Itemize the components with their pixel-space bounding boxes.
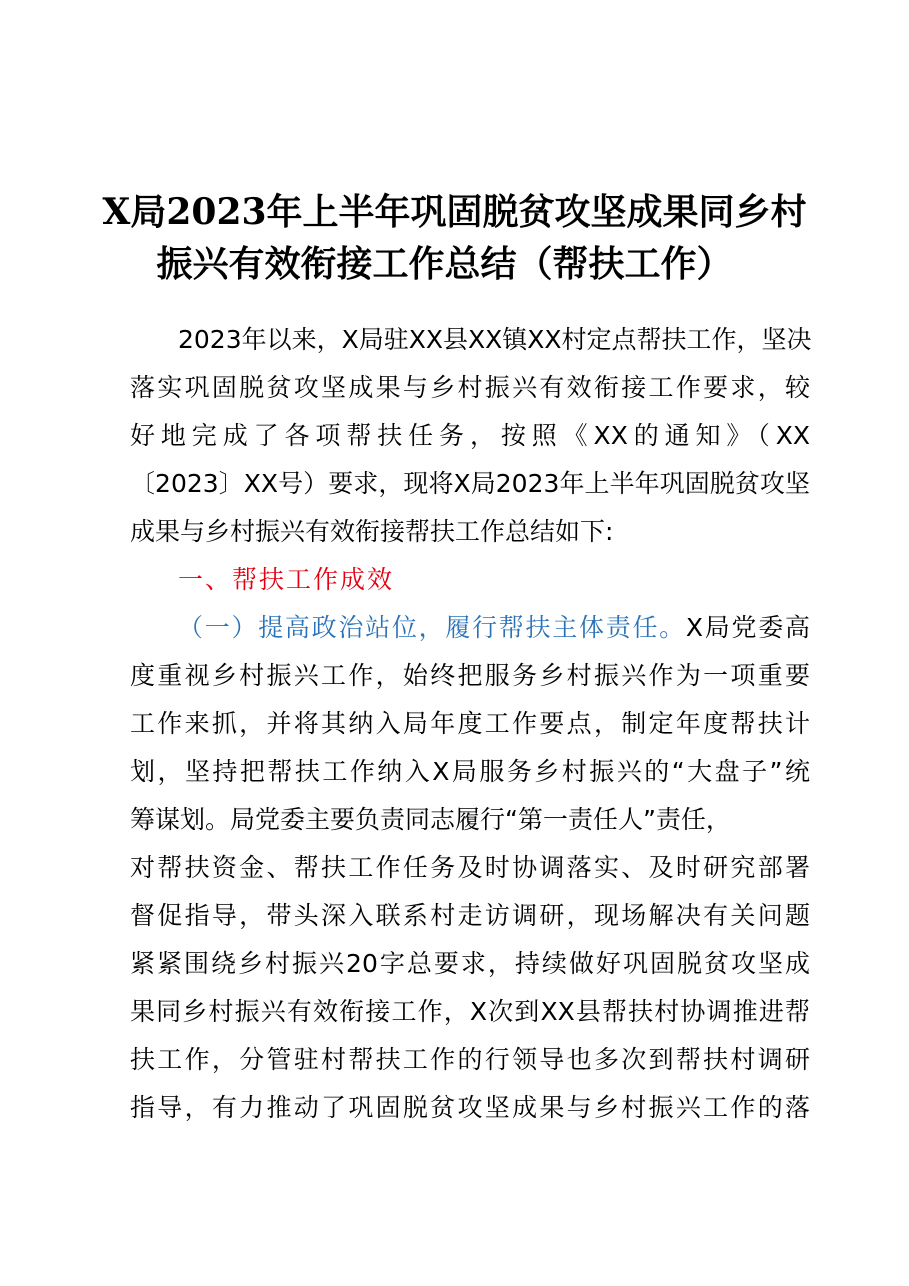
subsection-first-line (178, 610, 810, 646)
body-line: 工作来抓，并将其纳入局年度工作要点，制定年度帮扶计 (130, 709, 810, 738)
subsection-heading: （一）提高政治站位，履行帮扶主体责任。 (178, 613, 686, 642)
intro-line-5: 成果与乡村振兴有效衔接帮扶工作总结如下: (130, 517, 614, 546)
body-line: 督促指导，带头深入联系村走访调研，现场解决有关问题 (130, 901, 810, 930)
body-line: 度重视乡村振兴工作，始终把服务乡村振兴作为一项重要 (130, 661, 810, 690)
subsection-first-line-rest: X局党委高 (685, 613, 810, 642)
body-line: 对帮扶资金、帮扶工作任务及时协调落实、及时研究部署 (130, 853, 810, 882)
document-title-line-2: 振兴有效衔接工作总结（帮扶工作） (156, 243, 733, 285)
body-line: 果同乡村振兴有效衔接工作，X次到XX县帮扶村协调推进帮 (130, 997, 810, 1026)
body-line: 扶工作，分管驻村帮扶工作的行领导也多次到帮扶村调研 (130, 1045, 810, 1074)
intro-line-3: 好地完成了各项帮扶任务，按照《XX的通知》（XX (130, 421, 810, 450)
body-line: 划，坚持把帮扶工作纳入X局服务乡村振兴的“大盘子”统 (130, 757, 810, 786)
body-line: 指导，有力推动了巩固脱贫攻坚成果与乡村振兴工作的落 (130, 1093, 810, 1122)
intro-line-1: 2023年以来，X局驻XX县XX镇XX村定点帮扶工作，坚决 (178, 325, 812, 354)
intro-line-2: 落实巩固脱贫攻坚成果与乡村振兴有效衔接工作要求，较 (130, 373, 810, 402)
document-title-line-1: X局2023年上半年巩固脱贫攻坚成果同乡村 (102, 191, 807, 233)
section-heading: 一、帮扶工作成效 (178, 565, 395, 594)
intro-line-4: 〔2023〕XX号）要求，现将X局2023年上半年巩固脱贫攻坚 (130, 469, 810, 498)
body-line: 筹谋划。局党委主要负责同志履行“第一责任人”责任， (130, 805, 731, 834)
body-line: 紧紧围绕乡村振兴20字总要求，持续做好巩固脱贫攻坚成 (130, 949, 810, 978)
